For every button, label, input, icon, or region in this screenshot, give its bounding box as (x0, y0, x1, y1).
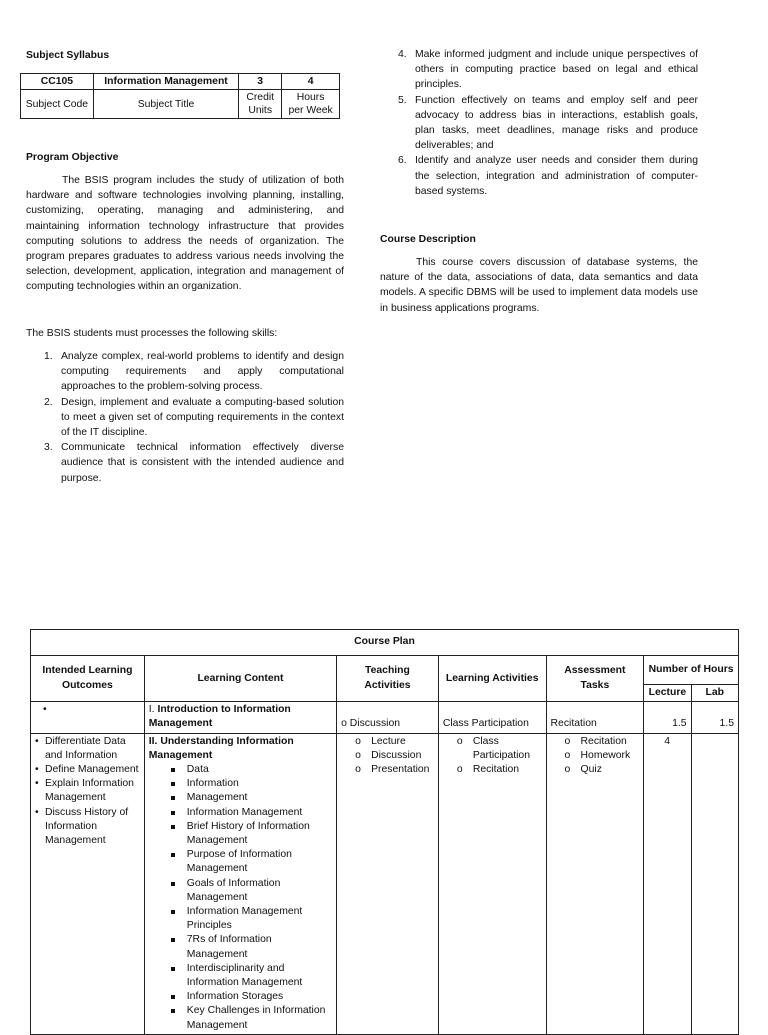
header-learning-content: Learning Content (144, 656, 336, 702)
list-item: 7Rs of Information Management (149, 933, 332, 961)
list-item: 1. Analyze complex, real-world problems to identify and design computing requirements and apply computational approaches to the problem-solving process. (44, 351, 344, 393)
hours-label: Hours per Week (282, 90, 340, 119)
learning-cell (438, 733, 546, 1034)
page-title: Subject Syllabus (26, 50, 110, 61)
credit-units: 3 (239, 74, 282, 90)
header-lecture: Lecture (644, 685, 691, 702)
hours-per-week: 4 (282, 74, 340, 90)
header-ilo: Intended Learning Outcomes (31, 656, 145, 702)
list-item: o Class Participation (456, 735, 530, 761)
list-item: o Recitation (564, 735, 627, 747)
header-lab: Lab (691, 685, 738, 702)
list-item: Brief History of Information Management (149, 820, 332, 848)
subject-code-label: Subject Code (21, 90, 94, 119)
skills-list-left (26, 349, 344, 486)
lab-hours-cell: 1.5 (691, 702, 738, 733)
list-item: o Quiz (564, 764, 602, 776)
course-plan-title: Course Plan (31, 630, 739, 656)
skills-intro: The BSIS students must processes the following skills: (26, 328, 278, 339)
list-item: 2. Design, implement and evaluate a computing-based solution to meet a given set of computing requirements in the context of the IT discipline. (44, 396, 344, 439)
list-item: Information Storages (149, 990, 332, 1004)
learning-cell: Class Participation (438, 702, 546, 733)
program-objective-paragraph: The BSIS program includes the study of utilization of both hardware and software technologies involving planning, installing, customizing, operating, managing and administering, and maintaining information technology infrastructure that provides computing solutions to address the needs of organization. The program prepares graduates to address various needs involving the selection, development, application, integration and management of computing technologies within an organization. (26, 175, 344, 293)
list-item: 5. Function effectively on teams and employ self and peer advocacy to address bias in interactions, establish goals, plan tasks, meet deadlines, manage risks and produce deliverables; and (398, 94, 698, 152)
subject-table (20, 73, 340, 119)
subject-code: CC105 (21, 74, 94, 90)
list-item: • Discuss History of Information Management (35, 806, 129, 847)
list-item: Management (149, 791, 332, 805)
list-item: o Homework (564, 749, 631, 761)
learning-content-cell (144, 733, 336, 1034)
list-item: Information (149, 777, 332, 791)
subject-title: Information Management (93, 74, 238, 90)
table-row (31, 733, 739, 1034)
list-item: o Discussion (355, 749, 422, 761)
list-item: Information Management Principles (149, 905, 332, 933)
lecture-hours-cell: 1.5 (644, 702, 691, 733)
lecture-hours-cell: 4 (644, 733, 691, 1034)
subject-title-label: Subject Title (93, 90, 238, 119)
lab-hours-cell (691, 733, 738, 1034)
list-item: Key Challenges in Information Management (149, 1004, 332, 1032)
header-learning-activities: Learning Activities (438, 656, 546, 702)
list-item: o Lecture (355, 735, 406, 747)
list-item: 6. Identify and analyze user needs and consider them during the selection, integration and administration of computer-based systems. (398, 155, 698, 197)
header-number-of-hours: Number of Hours (644, 656, 739, 685)
credit-units-label: Credit Units (239, 90, 282, 119)
header-assessment-tasks: Assessment Tasks (546, 656, 644, 702)
list-item: Information Management (149, 806, 332, 820)
list-item: • Explain Information Management (35, 778, 134, 804)
course-description-heading: Course Description (380, 234, 476, 245)
table-row (31, 702, 739, 733)
list-item: Interdisciplinarity and Information Management (149, 962, 332, 990)
teaching-cell (337, 733, 439, 1034)
assessment-cell: Recitation (546, 702, 644, 733)
list-item: 4. Make informed judgment and include unique perspectives of others in computing practice based on legal and ethical principles. (398, 49, 698, 91)
course-description-paragraph: This course covers discussion of database systems, the nature of the data, associations of data, data semantics and data models. A specific DBMS will be used to implement data models use in business applications programs. (380, 257, 698, 314)
list-item: • Define Management (35, 764, 139, 776)
course-plan-table (30, 629, 739, 1035)
list-item: 3. Communicate technical information effectively diverse audience that is consistent with the intended audience and purpose. (44, 442, 344, 484)
ilo-cell: • (31, 702, 145, 733)
skills-list-right (380, 47, 698, 199)
learning-content-cell: I. Introduction to Information Management (144, 702, 336, 733)
list-item: Data (149, 763, 332, 777)
list-item: o Presentation (355, 764, 430, 776)
ilo-cell (31, 733, 145, 1034)
header-teaching-activities: Teaching Activities (337, 656, 439, 702)
list-item: • Differentiate Data and Information (35, 735, 126, 761)
list-item: Goals of Information Management (149, 877, 332, 905)
list-item: o Recitation (456, 764, 520, 776)
assessment-cell (546, 733, 644, 1034)
list-item: Purpose of Information Management (149, 848, 332, 876)
program-objective-heading: Program Objective (26, 152, 119, 163)
content-section-title: II. Understanding Information Management (148, 735, 294, 761)
teaching-cell: o Discussion (337, 702, 439, 733)
